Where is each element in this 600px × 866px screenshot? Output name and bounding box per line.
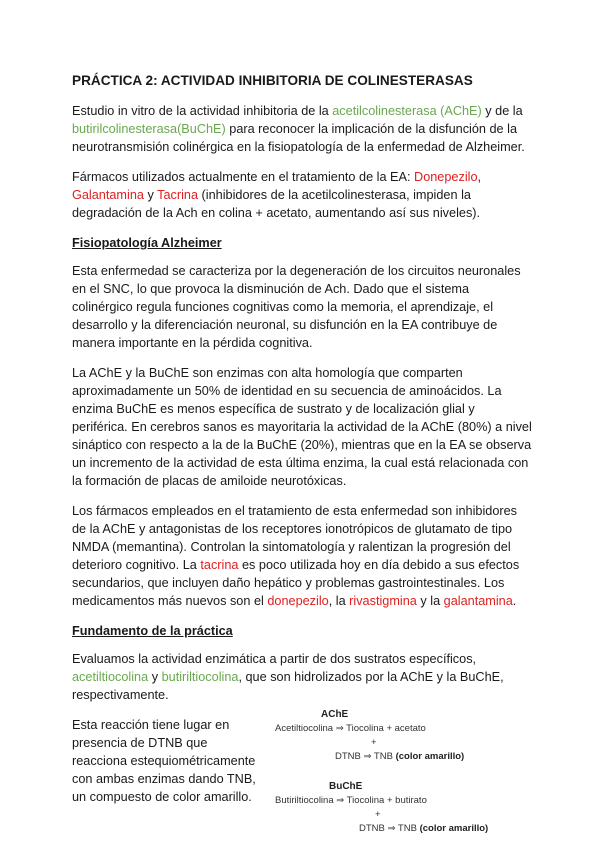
enzyme-label-buche: BuChE [329,781,363,792]
reaction-ache-line1: Acetiltiocolina ⇒ Tiocolina + acetato [275,723,426,734]
document-content [72,72,532,866]
p3-text-1: Los fármacos empleados en el tratamiento de esta enfermedad son inhibidores de la AChE y antagonistas de los receptores ionotrópicos de glutamato de tipo NMDA (memantina). Controlan la sintomatología y ralentizan la progresión del deterioro cognitivo. La [72,504,518,572]
fund-sep: y [148,670,162,684]
reaction-buche-line2-text: DTNB ⇒ TNB [359,823,420,834]
p3-sep-1: , la [328,594,350,608]
enzyme-label-ache: AChE [321,709,349,720]
reaction-ache-plus: + [371,737,377,748]
reaction-buche-line1: Butiriltiocolina ⇒ Tiocolina + butirato [275,795,427,806]
reaction-ache-line2 [275,750,535,764]
reaction-ache-line2-text: DTNB ⇒ TNB [335,751,396,762]
fund-text-2: , que son hidrolizados por la AChE y la BuChE, respectivamente. [72,670,504,702]
drugs-paragraph [72,168,532,222]
intro-text-3: para reconocer la implicación de la disfunción de la neurotransmisión colinérgica en la fisiopatología de la enfermedad de Alzheimer. [72,122,525,154]
section-heading-fisiopatologia: Fisiopatología Alzheimer [72,236,222,250]
reaction-buche [275,780,535,836]
drugs-sep-1: , [477,170,482,184]
intro-paragraph [72,102,532,156]
drugs-text-1: Fármacos utilizados actualmente en el tratamiento de la EA: [72,170,415,184]
drug-donepezilo-2: donepezilo [267,594,329,608]
intro-text-2: y de la [481,104,523,118]
section-heading-fundamento: Fundamento de la práctica [72,624,233,638]
reaction-buche-line2 [275,822,535,836]
fisiopatologia-paragraph-2: La AChE y la BuChE son enzimas con alta homología que comparten aproximadamente un 50% de identidad en su secuencia de aminoácidos. La enzima BuChE es menos específica de sustrato y de localización glial y periférica. En cerebros sanos es mayoritaria la actividad de la AChE (80%) a nivel sináptico con respecto a la de la BuChE (20%), mientras que en la EA se observa un incremento de la actividad de esta última enzima, la cual está relacionada con la formación de placas de amiloide neurotóxicas. [72,366,532,488]
intro-text-1: Estudio in vitro de la actividad inhibitoria de la [72,104,333,118]
reaction-ache [275,708,535,764]
drug-galantamina-2: galantamina [443,594,513,608]
fundamento-paragraph-1 [72,650,532,704]
fundamento-paragraph-2: Esta reacción tiene lugar en presencia de DTNB que reacciona estequiométricamente con ambas enzimas dando TNB, un compuesto de color amarillo. [72,718,256,804]
term-ache: acetilcolinesterasa (AChE) [332,104,482,118]
drug-tacrina-2: tacrina [200,558,239,572]
fisiopatologia-paragraph-3 [72,502,532,610]
drugs-sep-2: y [143,188,158,202]
reaction-buche-color-label: (color amarillo) [419,823,489,834]
fisiopatologia-paragraph-1: Esta enfermedad se caracteriza por la degeneración de los circuitos neuronales en el SNC, lo que provoca la disminución de Ach. Dado que el sistema colinérgico regula funciones cognitivas como la memoria, el aprendizaje, el desarrollo y la diferenciación neuronal, su disfunción en la EA contribuye de manera importante en la pérdida cognitiva. [72,264,521,350]
drug-donepezilo: Donepezilo [414,170,478,184]
reaction-ache-color-label: (color amarillo) [395,751,465,762]
drugs-text-2: (inhibidores de la acetilcolinesterasa, impiden la degradación de la Ach en colina + acetato, aumentando así sus niveles). [72,188,481,220]
p3-text-2: es poco utilizada hoy en día debido a sus efectos secundarios, que incluyen daño hepático y problemas gastrointestinales. Los medicamentos más nuevos son el [72,558,520,608]
p3-sep-2: y la [416,594,444,608]
term-buche: butirilcolinesterasa(BuChE) [72,122,226,136]
substrate-butiriltiocolina: butiriltiocolina [161,670,239,684]
substrate-acetiltiocolina: acetiltiocolina [72,670,149,684]
page-title: PRÁCTICA 2: ACTIVIDAD INHIBITORIA DE COLINESTERASAS [72,73,473,88]
p3-end: . [512,594,517,608]
drug-galantamina: Galantamina [72,188,144,202]
reaction-buche-plus: + [375,809,381,820]
drug-tacrina: Tacrina [157,188,199,202]
fund-text-1: Evaluamos la actividad enzimática a partir de dos sustratos específicos, [72,652,477,666]
drug-rivastigmina: rivastigmina [349,594,417,608]
reaction-section [72,709,532,866]
